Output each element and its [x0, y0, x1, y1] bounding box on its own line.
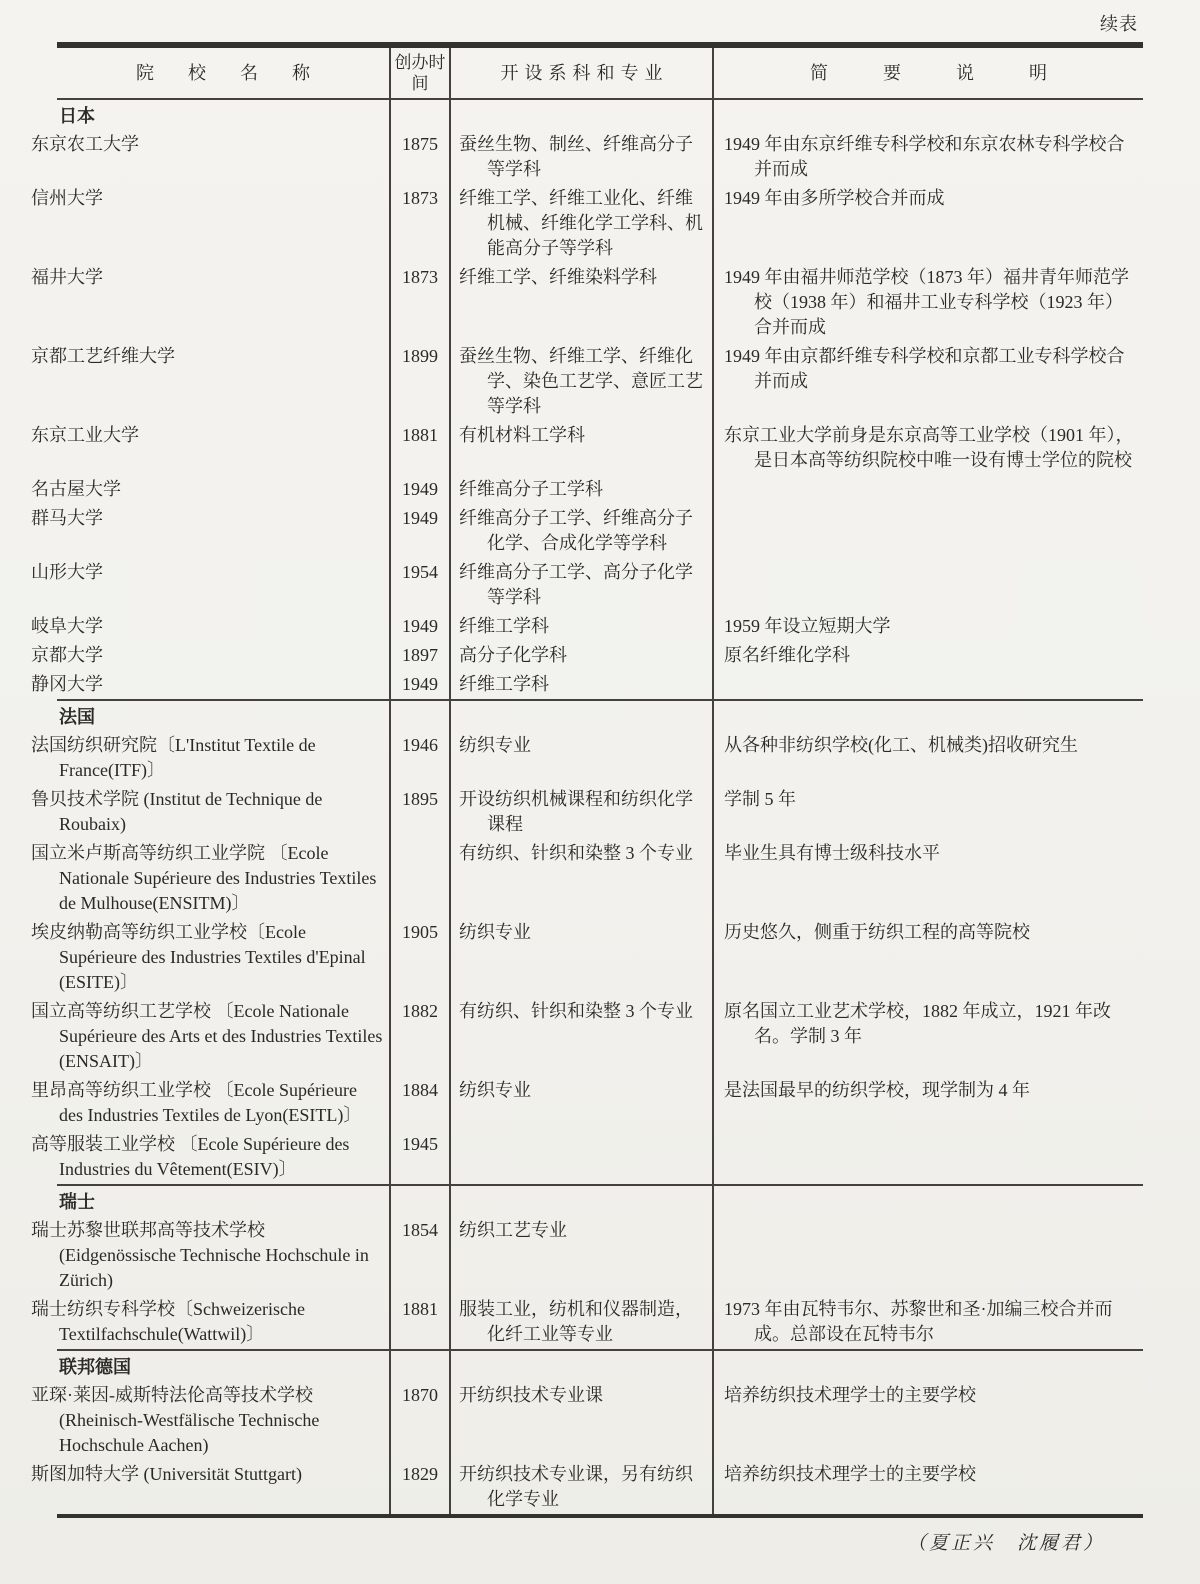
- header-notes: 简要说明: [713, 45, 1143, 99]
- empty-cell: [713, 1350, 1143, 1381]
- notes: 1959 年设立短期大学: [724, 616, 891, 636]
- departments: 开纺织技术专业课: [450, 1381, 713, 1460]
- empty-cell: [713, 700, 1143, 731]
- table-header-row: [57, 45, 1143, 99]
- section-header-row: [57, 99, 1143, 130]
- founded-year: 1905: [390, 918, 450, 997]
- college-row: [57, 670, 1143, 700]
- notes: 东京工业大学前身是东京高等工业学校（1901 年），是日本高等纺织院校中唯一设有博士学位的院校: [724, 425, 1134, 470]
- empty-cell: [450, 1350, 713, 1381]
- departments: 开设纺织机械课程和纺织化学课程: [450, 785, 713, 839]
- notes: 历史悠久，侧重于纺织工程的高等院校: [724, 922, 1030, 942]
- college-row: [57, 1381, 1143, 1460]
- founded-year: 1897: [390, 641, 450, 670]
- college-row: [57, 504, 1143, 558]
- founded-year: 1881: [390, 421, 450, 475]
- founded-year: 1875: [390, 130, 450, 184]
- departments: 纤维高分子工学科: [450, 475, 713, 504]
- founded-year: 1873: [390, 263, 450, 342]
- notes: 从各种非纺织学校(化工、机械类)招收研究生: [724, 735, 1078, 755]
- departments: 纺织专业: [450, 1076, 713, 1130]
- empty-cell: [713, 1185, 1143, 1216]
- college-row: [57, 918, 1143, 997]
- college-name: 东京工业大学: [57, 421, 390, 475]
- college-row: [57, 342, 1143, 421]
- college-name: 鲁贝技术学院 (Institut de Technique de Roubaix): [57, 785, 390, 839]
- departments: 蚕丝生物、纤维工学、纤维化学、染色工艺学、意匠工艺等学科: [450, 342, 713, 421]
- colleges-table: [31, 42, 1143, 1518]
- college-row: [57, 731, 1143, 785]
- college-name: 名古屋大学: [57, 475, 390, 504]
- college-row: [57, 130, 1143, 184]
- table-body: [31, 99, 1143, 1516]
- college-row: [57, 1216, 1143, 1295]
- notes: [713, 670, 1143, 700]
- departments: 纤维高分子工学、纤维高分子化学、合成化学等学科: [450, 504, 713, 558]
- college-name: 国立高等纺织工艺学校 〔Ecole Nationale Supérieure des Arts et des Industries Textiles (ENSAIT)〕: [57, 997, 390, 1076]
- college-name: 里昂高等纺织工业学校 〔Ecole Supérieure des Industries Textiles de Lyon(ESITL)〕: [57, 1076, 390, 1130]
- founded-year: 1949: [390, 612, 450, 641]
- empty-cell: [390, 99, 450, 130]
- founded-year: 1949: [390, 504, 450, 558]
- empty-cell: [450, 99, 713, 130]
- college-row: [57, 641, 1143, 670]
- header-college-name: 院校名称: [57, 45, 390, 99]
- college-row: [57, 421, 1143, 475]
- college-name: 国立米卢斯高等纺织工业学院 〔Ecole Nationale Supérieure des Industries Textiles de Mulhouse(ENSITM)〕: [57, 839, 390, 918]
- college-name: 福井大学: [57, 263, 390, 342]
- founded-year: 1881: [390, 1295, 450, 1350]
- college-row: [57, 1460, 1143, 1516]
- founded-year: 1870: [390, 1381, 450, 1460]
- founded-year: 1829: [390, 1460, 450, 1516]
- college-name: 岐阜大学: [57, 612, 390, 641]
- section-header-row: [57, 1185, 1143, 1216]
- notes: 原名国立工业艺术学校，1882 年成立，1921 年改名。学制 3 年: [724, 1001, 1111, 1046]
- departments: 纺织专业: [450, 918, 713, 997]
- college-name: 京都工艺纤维大学: [57, 342, 390, 421]
- departments: 纤维高分子工学、高分子化学等学科: [450, 558, 713, 612]
- credits: （夏正兴 沈履君）: [906, 1533, 1105, 1554]
- founded-year: 1884: [390, 1076, 450, 1130]
- college-row: [57, 1130, 1143, 1185]
- departments: 开纺织技术专业课，另有纺织化学专业: [450, 1460, 713, 1516]
- college-name: 东京农工大学: [57, 130, 390, 184]
- notes: [713, 1216, 1143, 1295]
- empty-cell: [450, 700, 713, 731]
- departments: 纺织工艺专业: [450, 1216, 713, 1295]
- college-name: 斯图加特大学 (Universität Stuttgart): [57, 1460, 390, 1516]
- college-row: [57, 1076, 1143, 1130]
- founded-year: 1945: [390, 1130, 450, 1185]
- departments: 蚕丝生物、制丝、纤维高分子等学科: [450, 130, 713, 184]
- college-row: [57, 1295, 1143, 1350]
- header-founded-year: 创办时间: [390, 45, 450, 99]
- notes: 原名纤维化学科: [724, 645, 850, 665]
- departments: 纤维工学、纤维工业化、纤维机械、纤维化学工学科、机能高分子等学科: [450, 184, 713, 263]
- departments: 服装工业，纺机和仪器制造，化纤工业等专业: [450, 1295, 713, 1350]
- founded-year: 1949: [390, 670, 450, 700]
- founded-year: 1949: [390, 475, 450, 504]
- college-row: [57, 997, 1143, 1076]
- departments: 有机材料工学科: [450, 421, 713, 475]
- founded-year: [390, 839, 450, 918]
- college-name: 埃皮纳勒高等纺织工业学校〔Ecole Supérieure des Industries Textiles d'Epinal (ESITE)〕: [57, 918, 390, 997]
- college-name: 瑞士纺织专科学校〔Schweizerische Textilfachschule(Wattwil)〕: [57, 1295, 390, 1350]
- college-name: 高等服装工业学校 〔Ecole Supérieure des Industries du Vêtement(ESIV)〕: [57, 1130, 390, 1185]
- empty-cell: [390, 700, 450, 731]
- notes: 培养纺织技术理学士的主要学校: [724, 1464, 976, 1484]
- college-name: 山形大学: [57, 558, 390, 612]
- founded-year: 1954: [390, 558, 450, 612]
- college-row: [57, 475, 1143, 504]
- founded-year: 1946: [390, 731, 450, 785]
- departments: 有纺织、针织和染整 3 个专业: [450, 839, 713, 918]
- country-label: 瑞士: [57, 1185, 390, 1216]
- notes: 1949 年由福井师范学校（1873 年）福井青年师范学校（1938 年）和福井工业专科学校（1923 年）合并而成: [724, 267, 1129, 337]
- empty-cell: [713, 99, 1143, 130]
- founded-year: 1895: [390, 785, 450, 839]
- founded-year: 1854: [390, 1216, 450, 1295]
- notes: 培养纺织技术理学士的主要学校: [724, 1385, 976, 1405]
- college-row: [57, 558, 1143, 612]
- continuation-label: 续表: [1100, 14, 1138, 34]
- college-name: 群马大学: [57, 504, 390, 558]
- departments: 纺织专业: [450, 731, 713, 785]
- college-row: [57, 785, 1143, 839]
- college-row: [57, 184, 1143, 263]
- founded-year: 1899: [390, 342, 450, 421]
- founded-year: 1873: [390, 184, 450, 263]
- country-label: 联邦德国: [57, 1350, 390, 1381]
- notes: [713, 475, 1143, 504]
- notes: 1949 年由多所学校合并而成: [724, 188, 945, 208]
- notes: 1973 年由瓦特韦尔、苏黎世和圣·加编三校合并而成。总部设在瓦特韦尔: [724, 1299, 1113, 1344]
- country-label: 法国: [57, 700, 390, 731]
- college-row: [57, 612, 1143, 641]
- notes: 学制 5 年: [724, 789, 796, 809]
- empty-cell: [390, 1185, 450, 1216]
- notes: 是法国最早的纺织学校，现学制为 4 年: [724, 1080, 1030, 1100]
- empty-cell: [450, 1185, 713, 1216]
- departments: 高分子化学科: [450, 641, 713, 670]
- college-name: 京都大学: [57, 641, 390, 670]
- departments: [450, 1130, 713, 1185]
- notes: 1949 年由东京纤维专科学校和东京农林专科学校合并而成: [724, 134, 1125, 179]
- college-name: 亚琛·莱因-威斯特法伦高等技术学校 (Rheinisch-Westfälische Technische Hochschule Aachen): [57, 1381, 390, 1460]
- notes: [713, 504, 1143, 558]
- founded-year: 1882: [390, 997, 450, 1076]
- country-label: 日本: [57, 99, 390, 130]
- notes: 毕业生具有博士级科技水平: [724, 843, 940, 863]
- college-row: [57, 839, 1143, 918]
- departments: 纤维工学、纤维染料学科: [450, 263, 713, 342]
- notes: [713, 558, 1143, 612]
- college-name: 瑞士苏黎世联邦高等技术学校 (Eidgenössische Technische Hochschule in Zürich): [57, 1216, 390, 1295]
- departments: 纤维工学科: [450, 670, 713, 700]
- college-name: 静冈大学: [57, 670, 390, 700]
- notes: [713, 1130, 1143, 1185]
- empty-cell: [390, 1350, 450, 1381]
- section-header-row: [57, 700, 1143, 731]
- section-header-row: [57, 1350, 1143, 1381]
- college-row: [57, 263, 1143, 342]
- departments: 有纺织、针织和染整 3 个专业: [450, 997, 713, 1076]
- departments: 纤维工学科: [450, 612, 713, 641]
- college-name: 法国纺织研究院〔L'Institut Textile de France(ITF)〕: [57, 731, 390, 785]
- header-departments: 开设系科和专业: [450, 45, 713, 99]
- notes: 1949 年由京都纤维专科学校和京都工业专科学校合并而成: [724, 346, 1125, 391]
- college-name: 信州大学: [57, 184, 390, 263]
